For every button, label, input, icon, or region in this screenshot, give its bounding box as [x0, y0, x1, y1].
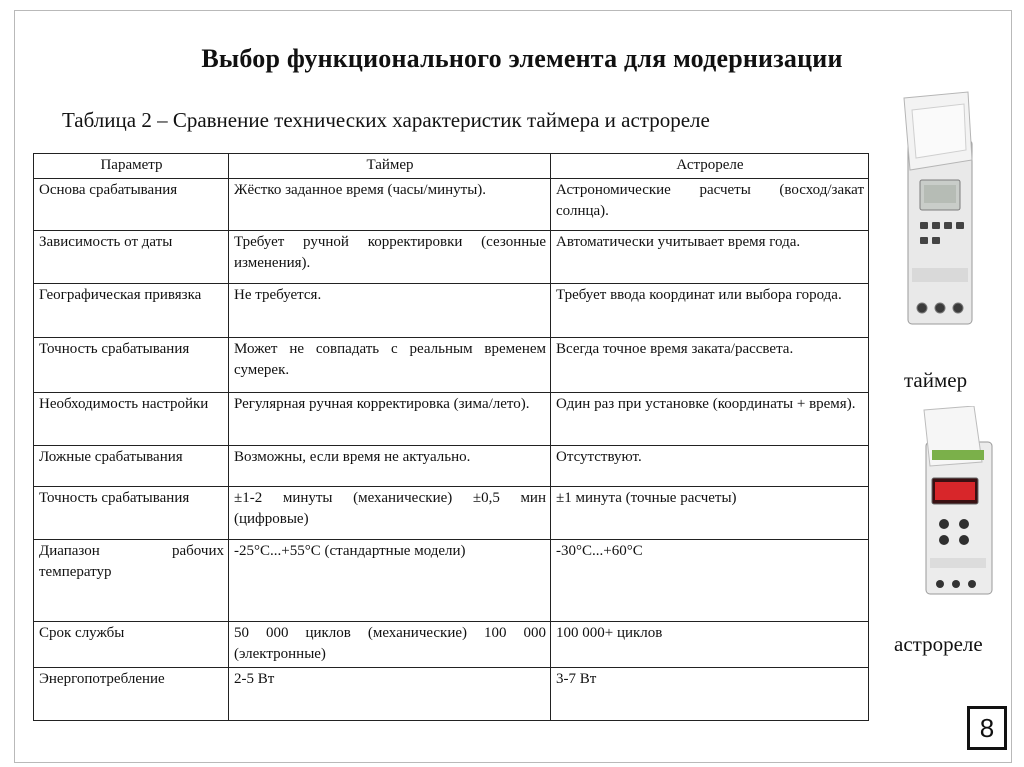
timer-device-image — [898, 90, 982, 330]
cell-timer: Регулярная ручная корректировка (зима/лето). — [229, 393, 551, 446]
timer-label: таймер — [904, 368, 968, 392]
column-header-timer: Таймер — [229, 154, 551, 179]
cell-timer: Не требуется. — [229, 284, 551, 338]
table-caption: Таблица 2 – Сравнение технических характеристик таймера и астрореле — [62, 108, 710, 132]
cell-parameter: Энергопотребление — [34, 668, 229, 721]
cell-timer: 50 000 циклов (механические) 100 000 (электронные) — [229, 622, 551, 668]
table-row — [34, 179, 869, 231]
cell-parameter: Необходимость настройки — [34, 393, 229, 446]
cell-timer: Возможны, если время не актуально. — [229, 446, 551, 487]
comparison-table — [33, 153, 869, 721]
astro-relay-label: астрореле — [894, 632, 983, 656]
cell-timer: Жёстко заданное время (часы/минуты). — [229, 179, 551, 231]
cell-astro: ±1 минута (точные расчеты) — [551, 487, 869, 540]
cell-parameter: Зависимость от даты — [34, 231, 229, 284]
cell-astro: Требует ввода координат или выбора города. — [551, 284, 869, 338]
astro-relay-device-image — [918, 406, 998, 600]
column-header-parameter: Параметр — [34, 154, 229, 179]
cell-parameter: Диапазон рабочих температур — [34, 540, 229, 622]
table-row — [34, 668, 869, 721]
cell-parameter: Точность срабатывания — [34, 487, 229, 540]
cell-astro: 100 000+ циклов — [551, 622, 869, 668]
table-row — [34, 540, 869, 622]
cell-parameter: Ложные срабатывания — [34, 446, 229, 487]
cell-astro: Один раз при установке (координаты + время). — [551, 393, 869, 446]
slide-title: Выбор функционального элемента для модернизации — [201, 44, 843, 73]
cell-astro: Отсутствуют. — [551, 446, 869, 487]
table-row — [34, 338, 869, 393]
cell-timer: -25°C...+55°C (стандартные модели) — [229, 540, 551, 622]
cell-astro: Всегда точное время заката/рассвета. — [551, 338, 869, 393]
table-row — [34, 622, 869, 668]
cell-timer: Требует ручной корректировки (сезонные изменения). — [229, 231, 551, 284]
page-number: 8 — [967, 706, 1007, 750]
cell-timer: Может не совпадать с реальным временем сумерек. — [229, 338, 551, 393]
cell-parameter: Географическая привязка — [34, 284, 229, 338]
cell-astro: -30°C...+60°C — [551, 540, 869, 622]
cell-timer: ±1-2 минуты (механические) ±0,5 мин (цифровые) — [229, 487, 551, 540]
cell-parameter: Основа срабатывания — [34, 179, 229, 231]
column-header-astro: Астрореле — [551, 154, 869, 179]
table-row — [34, 231, 869, 284]
table-row — [34, 487, 869, 540]
table-row — [34, 284, 869, 338]
cell-astro: Астрономические расчеты (восход/закат солнца). — [551, 179, 869, 231]
table-row — [34, 446, 869, 487]
cell-parameter: Точность срабатывания — [34, 338, 229, 393]
cell-parameter: Срок службы — [34, 622, 229, 668]
cell-astro: Автоматически учитывает время года. — [551, 231, 869, 284]
cell-timer: 2-5 Вт — [229, 668, 551, 721]
table-row — [34, 393, 869, 446]
cell-astro: 3-7 Вт — [551, 668, 869, 721]
astro-display-segment — [935, 482, 975, 500]
table-header-row — [34, 154, 869, 179]
